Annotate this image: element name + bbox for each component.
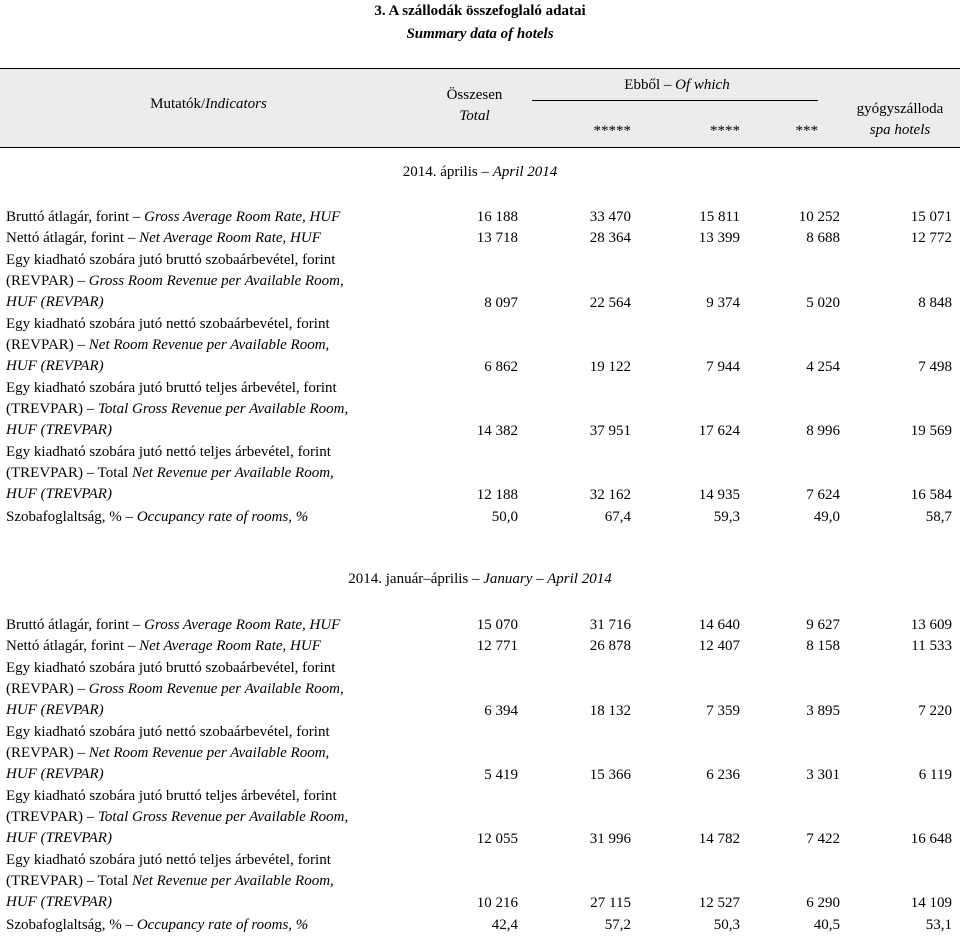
- label-english: HUF (REVPAR): [6, 358, 104, 374]
- table-row: [0, 314, 960, 378]
- cell-spa-hotels: 58,7: [925, 508, 952, 525]
- cell-3-star: 49,0: [813, 508, 840, 525]
- cell-5-star: 33 470: [589, 209, 631, 225]
- cell-spa-hotels: 13 609: [910, 617, 952, 633]
- row-label: [6, 507, 426, 528]
- cell-total: 6 394: [484, 702, 518, 719]
- label-english: Gross Average Room Rate, HUF: [144, 209, 341, 225]
- label-hungarian: Egy kiadható szobára jutó bruttó szobaárbevétel, forint: [6, 659, 336, 676]
- row-label: [6, 314, 426, 377]
- table-row: [0, 507, 960, 528]
- label-english: Net Room Revenue per Available Room,: [88, 745, 330, 761]
- section-rows: [0, 615, 960, 936]
- cell-3-star: 7 422: [806, 830, 840, 847]
- cell-4-star: 50,3: [713, 916, 740, 933]
- label-hungarian: (REVPAR) –: [6, 337, 89, 353]
- table-row: [0, 915, 960, 936]
- header-of-which: Ebből – Of which: [624, 77, 730, 93]
- row-label: [6, 786, 426, 849]
- label-hungarian: Nettó átlagár, forint –: [6, 230, 140, 247]
- cell-4-star: 14 935: [698, 487, 740, 504]
- table-row: [0, 786, 960, 850]
- cell-3-star: 3 301: [806, 766, 840, 783]
- row-label: [6, 915, 426, 936]
- label-english: Total Gross Revenue per Available Room,: [97, 809, 349, 826]
- label-english: HUF (REVPAR): [6, 766, 104, 782]
- cell-spa-hotels: 7 220: [918, 702, 952, 719]
- cell-4-star: 17 624: [698, 422, 740, 439]
- cell-5-star: 26 878: [589, 638, 631, 655]
- cell-5-star: 57,2: [604, 916, 631, 933]
- cell-5-star: 19 122: [589, 358, 631, 375]
- label-hungarian: Egy kiadható szobára jutó nettó teljes árbevétel, forint: [6, 444, 331, 461]
- table-row: [0, 636, 960, 657]
- label-english: Net Revenue per Available Room,: [132, 465, 334, 482]
- label-hungarian: Bruttó átlagár, forint –: [6, 617, 145, 633]
- cell-4-star: 14 782: [698, 830, 740, 847]
- cell-4-star: 7 359: [706, 702, 740, 719]
- title-hungarian: 3. A szállodák összefoglaló adatai: [374, 3, 586, 19]
- cell-5-star: 67,4: [604, 508, 631, 525]
- cell-3-star: 5 020: [806, 294, 840, 311]
- label-hungarian: Szobafoglaltság, % –: [6, 508, 137, 525]
- row-label: [6, 228, 426, 249]
- cell-4-star: 6 236: [706, 766, 740, 783]
- table-row: [0, 615, 960, 636]
- title-english: Summary data of hotels: [406, 26, 554, 42]
- label-english: Gross Room Revenue per Available Room,: [88, 680, 344, 697]
- cell-3-star: 40,5: [813, 916, 840, 933]
- label-hungarian: (REVPAR) –: [6, 272, 89, 289]
- table-row: [0, 228, 960, 249]
- label-hungarian: Egy kiadható szobára jutó nettó szobaárbevétel, forint: [6, 316, 330, 332]
- label-english: HUF (REVPAR): [6, 701, 104, 718]
- cell-5-star: 31 716: [589, 617, 631, 633]
- label-hungarian: Szobafoglaltság, % –: [6, 916, 137, 933]
- label-english: HUF (TREVPAR): [6, 422, 112, 439]
- cell-3-star: 10 252: [798, 209, 840, 225]
- row-label: [6, 378, 426, 441]
- label-hungarian: Egy kiadható szobára jutó nettó teljes árbevétel, forint: [6, 852, 331, 869]
- label-hungarian: (TREVPAR) – Total: [6, 873, 133, 890]
- cell-total: 12 771: [476, 638, 518, 655]
- cell-total: 12 188: [476, 487, 518, 504]
- row-label: [6, 615, 426, 636]
- label-hungarian: Nettó átlagár, forint –: [6, 638, 140, 655]
- cell-4-star: 9 374: [706, 294, 740, 311]
- cell-4-star: 12 527: [698, 895, 740, 912]
- cell-5-star: 28 364: [589, 230, 631, 247]
- cell-5-star: 18 132: [589, 702, 631, 719]
- cell-5-star: 15 366: [589, 766, 631, 783]
- table-row: [0, 207, 960, 228]
- cell-4-star: 13 399: [698, 230, 740, 247]
- label-hungarian: (TREVPAR) –: [6, 401, 98, 418]
- label-english: Occupancy rate of rooms, %: [136, 508, 309, 525]
- cell-5-star: 27 115: [590, 895, 631, 912]
- label-hungarian: Egy kiadható szobára jutó bruttó szobaárbevétel, forint: [6, 251, 336, 268]
- label-english: Total Gross Revenue per Available Room,: [97, 401, 349, 418]
- label-english: Net Average Room Rate, HUF: [139, 230, 321, 247]
- header-5-star: *****: [593, 123, 631, 139]
- cell-spa-hotels: 16 648: [910, 830, 952, 847]
- cell-4-star: 12 407: [698, 638, 740, 655]
- label-english: Occupancy rate of rooms, %: [136, 916, 309, 933]
- label-english: Gross Average Room Rate, HUF: [144, 617, 341, 633]
- cell-4-star: 15 811: [699, 209, 740, 225]
- cell-5-star: 22 564: [589, 294, 631, 311]
- header-total: Összesen Total: [446, 87, 503, 124]
- cell-3-star: 8 158: [806, 638, 840, 655]
- row-label: [6, 442, 426, 505]
- table-row: [0, 378, 960, 442]
- cell-spa-hotels: 7 498: [918, 358, 952, 375]
- cell-total: 42,4: [491, 916, 518, 933]
- cell-spa-hotels: 14 109: [910, 895, 952, 912]
- cell-spa-hotels: 12 772: [910, 230, 952, 247]
- section-rows: [0, 207, 960, 528]
- label-english: Net Average Room Rate, HUF: [139, 638, 321, 655]
- table-row: [0, 850, 960, 914]
- cell-3-star: 4 254: [806, 358, 840, 375]
- cell-total: 5 419: [484, 766, 518, 783]
- cell-total: 6 862: [484, 358, 518, 375]
- cell-3-star: 9 627: [806, 617, 840, 633]
- cell-spa-hotels: 19 569: [910, 422, 952, 439]
- cell-4-star: 14 640: [698, 617, 740, 633]
- header-divider: [532, 100, 818, 101]
- label-english: Net Revenue per Available Room,: [132, 873, 334, 890]
- label-english: HUF (TREVPAR): [6, 830, 112, 847]
- label-english: HUF (TREVPAR): [6, 486, 112, 503]
- cell-total: 15 070: [476, 617, 518, 633]
- cell-5-star: 31 996: [589, 830, 631, 847]
- label-hungarian: Egy kiadható szobára jutó bruttó teljes árbevétel, forint: [6, 788, 337, 805]
- cell-spa-hotels: 11 533: [911, 638, 952, 655]
- cell-3-star: 6 290: [806, 895, 840, 912]
- header-spa-hotels: gyógyszálloda spa hotels: [856, 101, 944, 138]
- label-hungarian: (TREVPAR) –: [6, 809, 98, 826]
- cell-3-star: 7 624: [806, 487, 840, 504]
- label-hungarian: Egy kiadható szobára jutó nettó szobaárbevétel, forint: [6, 724, 330, 740]
- cell-3-star: 8 996: [806, 422, 840, 439]
- cell-spa-hotels: 16 584: [910, 487, 952, 504]
- label-hungarian: (REVPAR) –: [6, 745, 89, 761]
- label-english: HUF (TREVPAR): [6, 894, 112, 911]
- table-row: [0, 250, 960, 314]
- row-label: [6, 207, 426, 228]
- cell-total: 8 097: [484, 294, 518, 311]
- cell-3-star: 8 688: [806, 230, 840, 247]
- table-row: [0, 722, 960, 786]
- cell-total: 14 382: [476, 422, 518, 439]
- cell-spa-hotels: 8 848: [918, 294, 952, 311]
- table-header: [0, 68, 960, 148]
- label-english: HUF (REVPAR): [6, 293, 104, 310]
- table-row: [0, 442, 960, 506]
- cell-total: 50,0: [491, 508, 518, 525]
- cell-5-star: 32 162: [589, 487, 631, 504]
- table-row: [0, 658, 960, 722]
- row-label: [6, 722, 426, 785]
- row-label: [6, 850, 426, 913]
- header-4-star: ****: [710, 123, 740, 139]
- document-title: [0, 2, 960, 43]
- cell-4-star: 7 944: [706, 358, 740, 375]
- header-indicators: Mutatók/Indicators: [150, 96, 267, 112]
- cell-total: 13 718: [476, 230, 518, 247]
- cell-total: 16 188: [476, 209, 518, 225]
- cell-spa-hotels: 6 119: [918, 766, 952, 783]
- label-english: Net Room Revenue per Available Room,: [88, 337, 330, 353]
- cell-4-star: 59,3: [713, 508, 740, 525]
- section-heading: 2014. április – April 2014: [402, 164, 558, 180]
- label-hungarian: Bruttó átlagár, forint –: [6, 209, 145, 225]
- header-3-star: ***: [795, 123, 818, 139]
- cell-spa-hotels: 53,1: [925, 916, 952, 933]
- label-hungarian: (REVPAR) –: [6, 680, 89, 697]
- cell-spa-hotels: 15 071: [910, 209, 952, 225]
- row-label: [6, 658, 426, 721]
- label-hungarian: (TREVPAR) – Total: [6, 465, 133, 482]
- row-label: [6, 636, 426, 657]
- cell-total: 10 216: [476, 895, 518, 912]
- label-english: Gross Room Revenue per Available Room,: [88, 272, 344, 289]
- row-label: [6, 250, 426, 313]
- cell-5-star: 37 951: [589, 422, 631, 439]
- section-heading: 2014. január–április – January – April 2014: [348, 571, 612, 587]
- cell-3-star: 3 895: [806, 702, 840, 719]
- cell-total: 12 055: [476, 830, 518, 847]
- label-hungarian: Egy kiadható szobára jutó bruttó teljes árbevétel, forint: [6, 380, 337, 397]
